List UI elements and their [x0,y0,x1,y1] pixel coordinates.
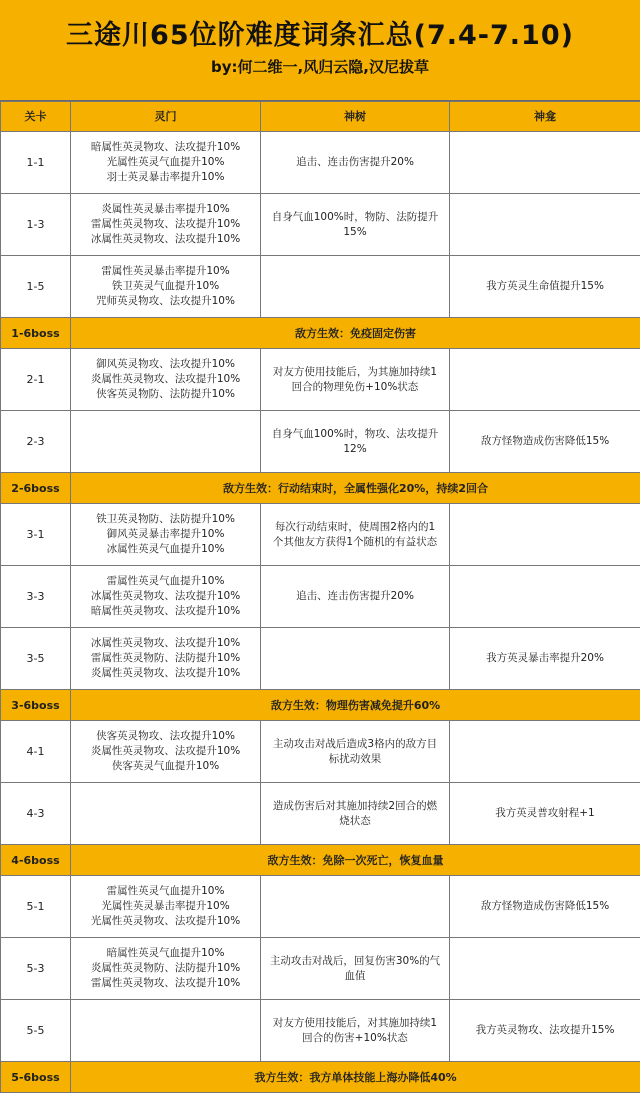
affix-text: 冰属性英灵物攻、法攻提升10% [90,637,241,649]
stage-row [1,938,640,1000]
shenkan-cell [450,628,640,690]
stage-row [1,194,640,256]
affix-text: 对友方使用技能后，为其施加持续1 [272,365,438,378]
affix-text: 炎属性英灵物攻、法攻提升10% [90,373,241,385]
table-header-row [1,102,640,132]
shenshu-cell [261,938,450,1000]
lingmen-cell [71,628,261,690]
affix-text: 我方英灵生命值提升15% [486,280,604,292]
lingmen-cell [71,504,261,566]
lingmen-cell [71,349,261,411]
affix-text: 冰属性英灵物攻、法攻提升10% [90,233,241,245]
shenkan-cell [450,194,640,256]
stage-name: 4-1 [1,721,71,783]
shenshu-cell [261,1000,450,1062]
affix-text: 暗属性英灵气血提升10% [106,947,225,959]
page-title: 三途川65位阶难度词条汇总(7.4-7.10) [66,20,574,51]
shenshu-cell [261,566,450,628]
shenkan-cell [450,349,640,411]
shenshu-cell [261,256,450,318]
affix-text: 雷属性英灵物防、法防提升10% [90,652,241,664]
affix-text: 铁卫英灵气血提升10% [111,280,220,292]
stage-row [1,783,640,845]
affix-text: 炎属性英灵物防、法防提升10% [90,962,241,974]
stage-row [1,628,640,690]
affix-text: 铁卫英灵物防、法防提升10% [96,513,235,525]
affix-text: 咒师英灵物攻、法攻提升10% [96,295,235,307]
affix-text: 标扰动效果 [328,752,382,765]
stage-name: 1-6boss [1,318,71,349]
column-header-stage: 关卡 [1,102,71,132]
shenkan-cell [450,938,640,1000]
affix-table [0,101,640,1093]
affix-text: 雷属性英灵物攻、法攻提升10% [90,218,241,230]
page-header [0,0,640,101]
shenkan-cell [450,721,640,783]
stage-row [1,504,640,566]
stage-name: 2-6boss [1,473,71,504]
shenshu-cell [261,411,450,473]
shenshu-cell [261,721,450,783]
stage-name: 3-6boss [1,690,71,721]
affix-text: 追击、连击伤害提升20% [296,590,414,602]
affix-text: 每次行动结束时，使周围2格内的1 [274,520,436,533]
shenkan-cell [450,783,640,845]
affix-text: 主动攻击对战后，回复伤害30%的气 [269,954,441,967]
affix-text: 15% [343,225,367,238]
lingmen-cell [71,566,261,628]
stage-name: 3-5 [1,628,71,690]
stage-name: 5-3 [1,938,71,1000]
boss-row [1,845,640,876]
stage-name: 1-3 [1,194,71,256]
shenkan-cell [450,132,640,194]
affix-text: 侠客英灵物防、法防提升10% [96,388,235,400]
lingmen-cell [71,411,261,473]
stage-row [1,721,640,783]
shenkan-cell [450,411,640,473]
stage-name: 3-1 [1,504,71,566]
affix-text: 个其他友方获得1个随机的有益状态 [272,535,438,548]
boss-row [1,1062,640,1093]
affix-text: 敌方怪物造成伤害降低15% [480,435,610,447]
page-subtitle: by:何二维一,风归云隐,汉尼拔草 [211,58,429,76]
affix-text: 侠客英灵气血提升10% [111,760,220,772]
stage-row [1,349,640,411]
shenkan-cell [450,566,640,628]
shenkan-cell [450,504,640,566]
affix-text: 造成伤害后对其施加持续2回合的燃 [272,799,438,812]
affix-text: 我方英灵普攻射程+1 [495,807,595,819]
affix-text: 冰属性英灵气血提升10% [106,543,225,555]
stage-row [1,566,640,628]
boss-row [1,690,640,721]
lingmen-cell [71,721,261,783]
affix-text: 炎属性英灵物攻、法攻提升10% [90,745,241,757]
affix-text: 雷属性英灵物攻、法攻提升10% [90,977,241,989]
affix-text: 回合的伤害+10%状态 [302,1031,408,1044]
shenshu-cell [261,194,450,256]
shenshu-cell [261,132,450,194]
shenshu-cell [261,349,450,411]
boss-effect: 敌方生效：物理伤害减免提升60% [71,690,640,721]
affix-text: 暗属性英灵物攻、法攻提升10% [90,605,241,617]
affix-text: 12% [343,442,367,455]
stage-name: 4-3 [1,783,71,845]
affix-text: 炎属性英灵物攻、法攻提升10% [90,667,241,679]
affix-text: 侠客英灵物攻、法攻提升10% [96,730,235,742]
stage-name: 2-1 [1,349,71,411]
affix-text: 回合的物理免伤+10%状态 [291,380,419,393]
lingmen-cell [71,256,261,318]
affix-text: 血值 [344,969,366,982]
shenkan-cell [450,256,640,318]
shenshu-cell [261,783,450,845]
boss-effect: 我方生效：我方单体技能上海办降低40% [71,1062,640,1093]
affix-text: 追击、连击伤害提升20% [296,156,414,168]
stage-name: 4-6boss [1,845,71,876]
affix-text: 炎属性英灵暴击率提升10% [101,203,230,215]
column-header-lingmen: 灵门 [71,102,261,132]
shenshu-cell [261,876,450,938]
affix-text: 敌方怪物造成伤害降低15% [480,900,610,912]
affix-text: 暗属性英灵物攻、法攻提升10% [90,141,241,153]
stage-row [1,411,640,473]
stage-name: 1-5 [1,256,71,318]
column-header-shenkan: 神龛 [450,102,640,132]
affix-text: 雷属性英灵气血提升10% [106,575,225,587]
affix-text: 羽士英灵暴击率提升10% [106,171,225,183]
boss-effect: 敌方生效：免除一次死亡，恢复血量 [71,845,640,876]
lingmen-cell [71,938,261,1000]
boss-row [1,318,640,349]
boss-effect: 敌方生效：行动结束时，全属性强化20%，持续2回合 [71,473,640,504]
affix-text: 雷属性英灵暴击率提升10% [101,265,230,277]
stage-row [1,1000,640,1062]
stage-row [1,876,640,938]
affix-text: 主动攻击对战后造成3格内的敌方目 [272,737,438,750]
stage-name: 3-3 [1,566,71,628]
stage-name: 5-5 [1,1000,71,1062]
stage-name: 2-3 [1,411,71,473]
affix-text: 光属性英灵气血提升10% [106,156,225,168]
column-header-shenshu: 神树 [261,102,450,132]
stage-name: 5-6boss [1,1062,71,1093]
affix-text: 烧状态 [339,814,371,827]
affix-text: 自身气血100%时，物防、法防提升 [271,210,439,223]
lingmen-cell [71,783,261,845]
stage-name: 1-1 [1,132,71,194]
stage-name: 5-1 [1,876,71,938]
lingmen-cell [71,194,261,256]
affix-text: 我方英灵物攻、法攻提升15% [475,1024,615,1036]
shenshu-cell [261,628,450,690]
affix-text: 光属性英灵暴击率提升10% [101,900,230,912]
shenkan-cell [450,876,640,938]
lingmen-cell [71,876,261,938]
affix-text: 我方英灵暴击率提升20% [486,652,604,664]
shenshu-cell [261,504,450,566]
stage-row [1,132,640,194]
shenkan-cell [450,1000,640,1062]
lingmen-cell [71,1000,261,1062]
lingmen-cell [71,132,261,194]
affix-text: 自身气血100%时，物攻、法攻提升 [271,427,439,440]
boss-effect: 敌方生效：免疫固定伤害 [71,318,640,349]
affix-text: 冰属性英灵物攻、法攻提升10% [90,590,241,602]
boss-row [1,473,640,504]
affix-text: 御风英灵暴击率提升10% [106,528,225,540]
stage-row [1,256,640,318]
affix-text: 对友方使用技能后，对其施加持续1 [272,1016,438,1029]
affix-text: 光属性英灵物攻、法攻提升10% [90,915,241,927]
affix-text: 雷属性英灵气血提升10% [106,885,225,897]
affix-text: 御风英灵物攻、法攻提升10% [96,358,235,370]
